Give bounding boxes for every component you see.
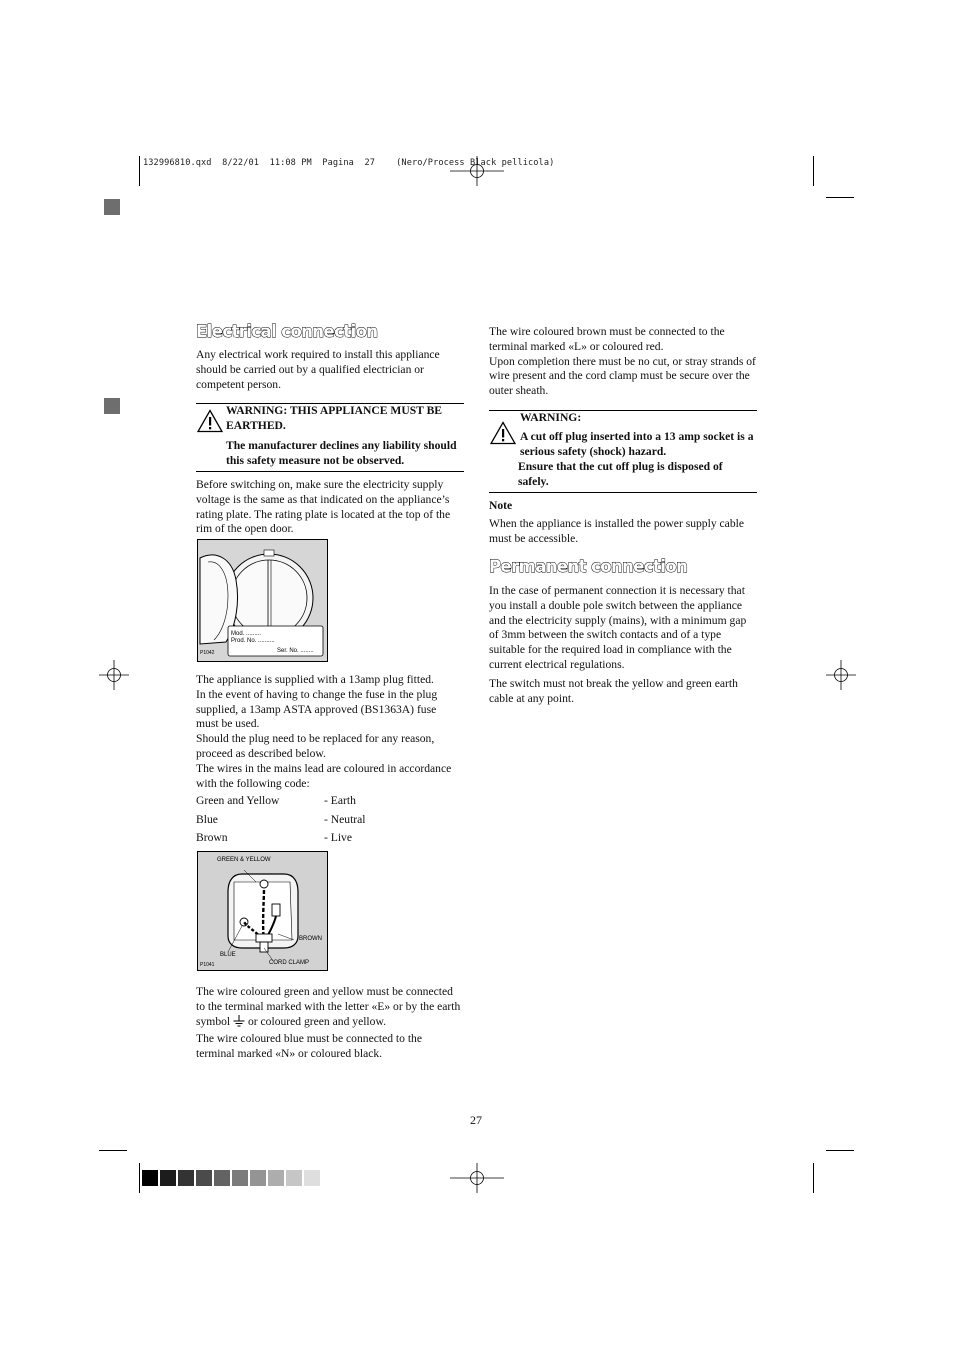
registration-mark <box>99 660 129 690</box>
crop-mark <box>813 156 814 186</box>
warning-line-2: Ensure that the cut off plug is disposed of safely. <box>518 460 723 488</box>
grey-swatch <box>250 1170 266 1186</box>
wire-colour: Green and Yellow <box>196 794 280 807</box>
blue-wire-paragraph: The wire coloured blue must be connected to the terminal marked «N» or coloured black. <box>196 1032 422 1061</box>
warning-triangle-icon <box>197 409 223 433</box>
page-number: 27 <box>470 1113 482 1127</box>
wire-meaning: - Earth <box>324 794 356 807</box>
warning-title-right: WARNING: <box>520 411 582 424</box>
crop-mark <box>139 156 140 186</box>
permanent-connection-paragraph: In the case of permanent connection it is necessary that you install a double pole switch between the appliance and the electricity supply (mains), with a minimum gap of 3mm between the switch contacts and of a type suitable for the required load in compliance with the current electrical regulations. <box>489 584 747 671</box>
wire-colour: Brown <box>196 831 228 844</box>
rating-mod-label: Mod. ......... <box>231 631 262 637</box>
crop-mark <box>99 1150 127 1151</box>
wire-meaning: - Neutral <box>324 813 366 826</box>
wire-colour: Blue <box>196 813 218 826</box>
plug-paragraph-1: The appliance is supplied with a 13amp plug fitted. <box>196 673 434 686</box>
label-green-yellow: GREEN & YELLOW <box>217 857 271 863</box>
plug-paragraph-3: Should the plug need to be replaced for any reason, proceed as described below. <box>196 732 435 760</box>
crop-mark <box>813 1163 814 1193</box>
switch-paragraph: The switch must not break the yellow and green earth cable at any point. <box>489 676 738 705</box>
registration-mark <box>450 156 504 186</box>
grey-swatch <box>142 1170 158 1186</box>
note-body: When the appliance is installed the power supply cable must be accessible. <box>489 516 744 545</box>
warning-body: The manufacturer declines any liability should this safety measure not be observed. <box>226 439 457 467</box>
warning-triangle-icon <box>490 421 516 445</box>
grey-swatch <box>268 1170 284 1186</box>
warning-bottom-rule <box>489 492 757 493</box>
plug-paragraph-4: The wires in the mains lead are coloured in accordance with the following code: <box>196 761 452 790</box>
intro-paragraph: Any electrical work required to install this appliance should be carried out by a qualified electrician or competent person. <box>196 348 440 391</box>
grey-swatch <box>304 1170 320 1186</box>
label-blue: BLUE <box>220 952 236 958</box>
plug-paragraph-2: In the event of having to change the fuse in the plug supplied, a 13amp ASTA approved (BS1363A) fuse must be used. <box>196 687 438 731</box>
completion-paragraph: Upon completion there must be no cut, or stray strands of wire present and the cord clamp must be secure over the outer sheath. <box>489 354 756 398</box>
grey-swatch <box>214 1170 230 1186</box>
wire-meaning: - Live <box>324 831 353 844</box>
grey-swatch <box>160 1170 176 1186</box>
earth-symbol-icon <box>233 1015 245 1027</box>
grey-swatch <box>232 1170 248 1186</box>
green-yellow-paragraph <box>196 985 462 1029</box>
crop-mark <box>139 1163 140 1193</box>
registration-mark <box>826 660 856 690</box>
rating-prod-label: Prod. No. .......... <box>231 638 275 644</box>
note-title: Note <box>489 499 513 512</box>
grey-swatch <box>286 1170 302 1186</box>
margin-tab-marker <box>104 199 120 215</box>
grey-swatch <box>196 1170 212 1186</box>
green-yellow-text-end: or coloured green and yellow. <box>247 1014 386 1028</box>
label-cord-clamp: CORD CLAMP <box>269 960 310 966</box>
section-heading-permanent-connection: Permanent connection <box>489 557 688 576</box>
grey-swatch <box>178 1170 194 1186</box>
crop-mark <box>826 1150 854 1151</box>
printer-slug: 132996810.qxd 8/22/01 11:08 PM Pagina 27 (Nero/Process Black pellicola) <box>143 158 555 168</box>
registration-mark <box>450 1163 504 1193</box>
crop-mark <box>826 197 854 198</box>
margin-tab-marker <box>104 398 120 414</box>
warning-title: WARNING: THIS APPLIANCE MUST BE EARTHED. <box>226 404 443 432</box>
warning-bottom-rule <box>196 471 464 472</box>
rating-plate-paragraph: Before switching on, make sure the electricity supply voltage is the same as that indicated on the appliance’s rating plate. The rating plate is located at the top of the rim of the open door. <box>196 478 451 536</box>
label-brown: BROWN <box>299 936 322 942</box>
rating-ser-label: Ser. No. ........ <box>277 648 314 654</box>
brown-wire-paragraph: The wire coloured brown must be connected to the terminal marked «L» or coloured red. <box>489 325 725 353</box>
rating-plate-figure <box>197 539 328 662</box>
wire-colour-code-table <box>196 794 460 850</box>
plug-wiring-figure <box>197 851 328 971</box>
section-heading-electrical-connection: Electrical connection <box>196 322 378 341</box>
figure-code: P1042 <box>200 650 215 656</box>
green-yellow-text: The wire coloured green and yellow must be connected to the terminal marked with the letter «E» or by the earth symbol <box>196 985 461 1028</box>
warning-line-1: A cut off plug inserted into a 13 amp socket is a serious safety (shock) hazard. <box>520 430 754 458</box>
figure-code: P1041 <box>200 962 215 968</box>
